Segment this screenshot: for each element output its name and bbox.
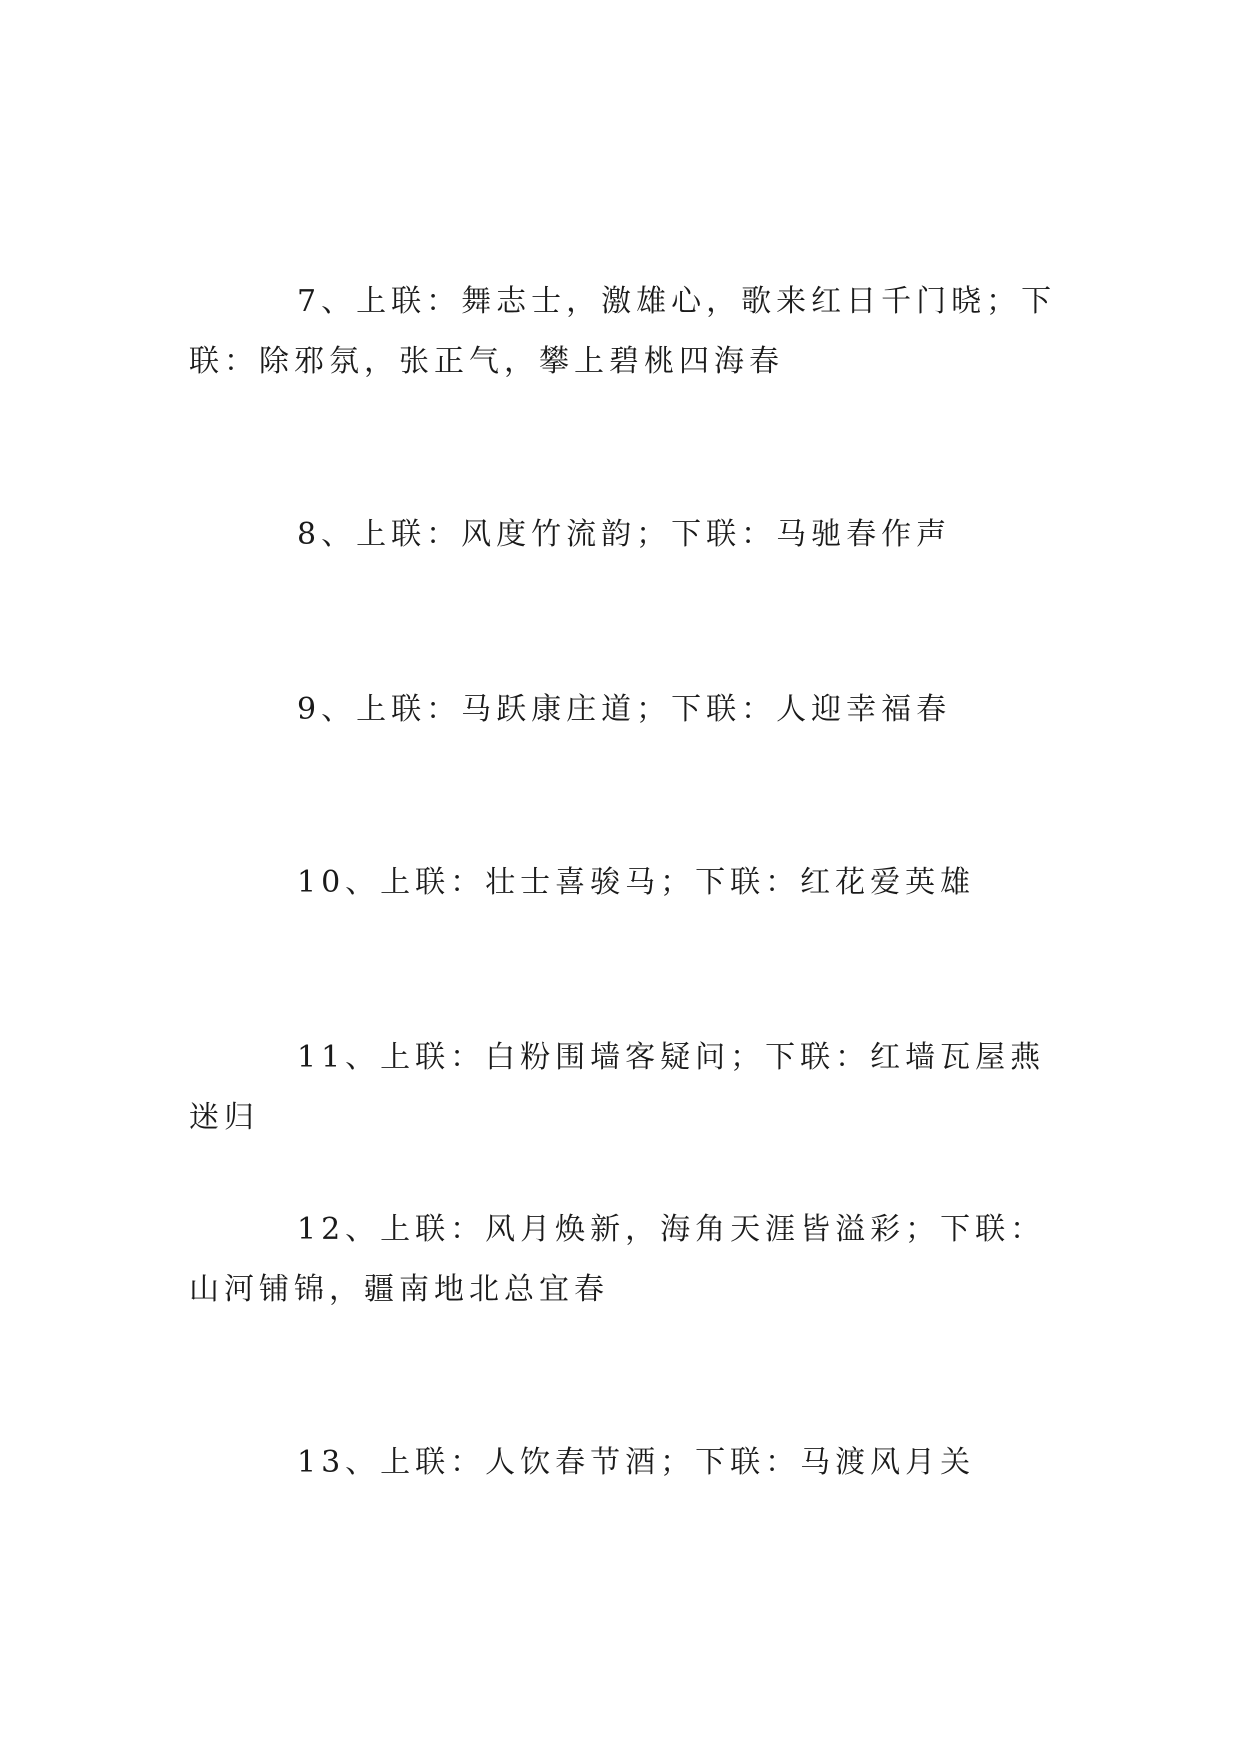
couplet-entry-7: 7、上联：舞志士，激雄心，歌来红日千门晓；下联：除邪氛，张正气，攀上碧桃四海春: [189, 284, 1057, 379]
couplet-entry-10: 10、上联：壮士喜骏马；下联：红花爱英雄: [297, 865, 976, 900]
couplet-entry-12: 12、上联：风月焕新，海角天涯皆溢彩；下联：山河铺锦，疆南地北总宜春: [189, 1212, 1046, 1307]
couplet-entry-11: 11、上联：白粉围墙客疑问；下联：红墙瓦屋燕迷归: [189, 1040, 1046, 1135]
couplet-entry-13: 13、上联：人饮春节酒；下联：马渡风月关: [297, 1445, 976, 1480]
couplet-entry-8: 8、上联：风度竹流韵；下联：马驰春作声: [297, 517, 952, 552]
couplet-entry-9: 9、上联：马跃康庄道；下联：人迎幸福春: [297, 692, 952, 727]
